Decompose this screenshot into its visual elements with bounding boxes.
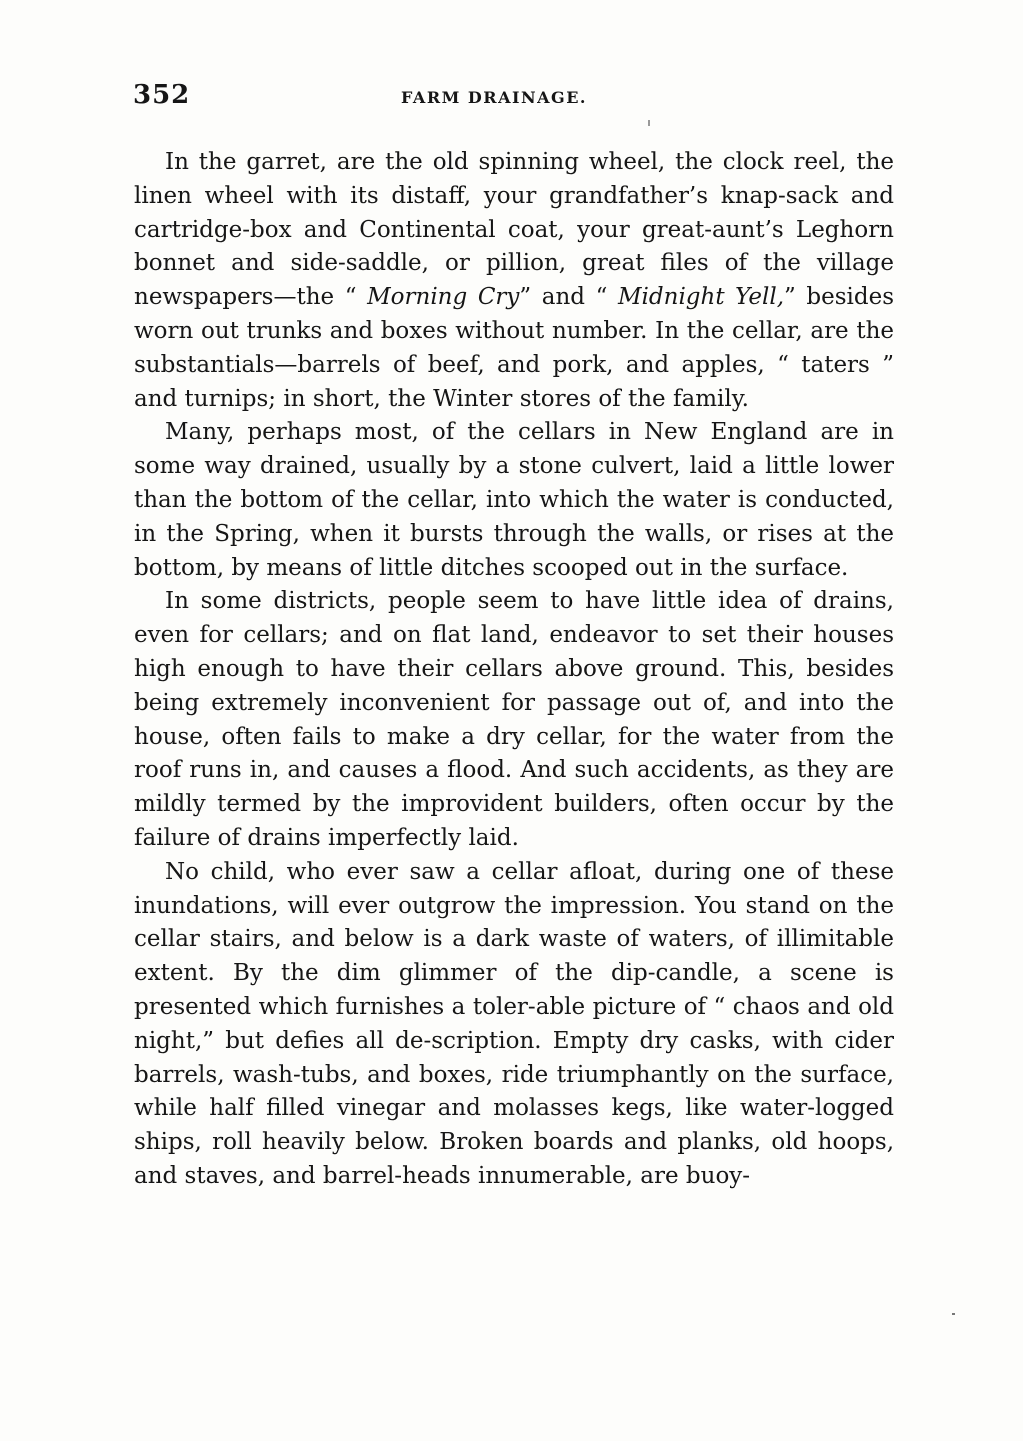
running-head: FARM DRAINAGE. bbox=[401, 88, 587, 107]
text-segment: No child, who ever saw a cellar afloat, during one of these inundations, will ever outgrow the impression. You stand on the cellar stairs, and below is a dark waste of waters, of illimitable extent. By the dim glimmer of the dip-candle, a scene is presented which furnishes a toler-able picture of “ chaos and old night,” but defies all de-scription. Empty dry casks, with cider barrels, wash-tubs, and boxes, ride triumphantly on the surface, while half filled vinegar and molasses kegs, like water-logged ships, roll heavily below. Broken boards and planks, old hoops, and staves, and barrel-heads innumerable, are buoy- bbox=[134, 858, 894, 1189]
newspaper-title-midnight-yell: Midnight Yell, bbox=[618, 284, 784, 311]
paragraph-3 bbox=[134, 585, 894, 855]
text-segment: ” besides worn out trunks and boxes without number. In the cellar, are the substantials—barrels of beef, and pork, and apples, “ taters ” and turnips; in short, the Winter stores of the family. bbox=[134, 284, 894, 412]
paragraph-1 bbox=[134, 146, 894, 416]
text-segment: In the garret, are the old spinning wheel, the clock reel, the linen wheel with its distaff, your grandfather’s knap-sack and cartridge-box and Continental coat, your great-aunt’s Leghorn bonnet and side-saddle, or pillion, great files of the village newspapers—the “ bbox=[134, 149, 894, 311]
print-speck bbox=[952, 1313, 955, 1315]
text-segment: Many, perhaps most, of the cellars in New England are in some way drained, usually by a stone culvert, laid a little lower than the bottom of the cellar, into which the water is conducted, in the Spring, when it bursts through the walls, or rises at the bottom, by means of little ditches scooped out in the surface. bbox=[134, 419, 894, 581]
page-number: 352 bbox=[133, 80, 191, 110]
text-segment: ” and “ bbox=[519, 284, 618, 311]
print-speck bbox=[648, 120, 650, 126]
newspaper-title-morning-cry: Morning Cry bbox=[367, 284, 520, 311]
paragraph-2 bbox=[134, 416, 894, 585]
page-header bbox=[133, 80, 895, 114]
body-text bbox=[134, 146, 894, 1194]
paragraph-4 bbox=[134, 856, 894, 1194]
text-segment: In some districts, people seem to have little idea of drains, even for cellars; and on flat land, endeavor to set their houses high enough to have their cellars above ground. This, besides being extremely inconvenient for passage out of, and into the house, often fails to make a dry cellar, for the water from the roof runs in, and causes a flood. And such accidents, as they are mildly termed by the improvident builders, often occur by the failure of drains imperfectly laid. bbox=[134, 588, 894, 851]
